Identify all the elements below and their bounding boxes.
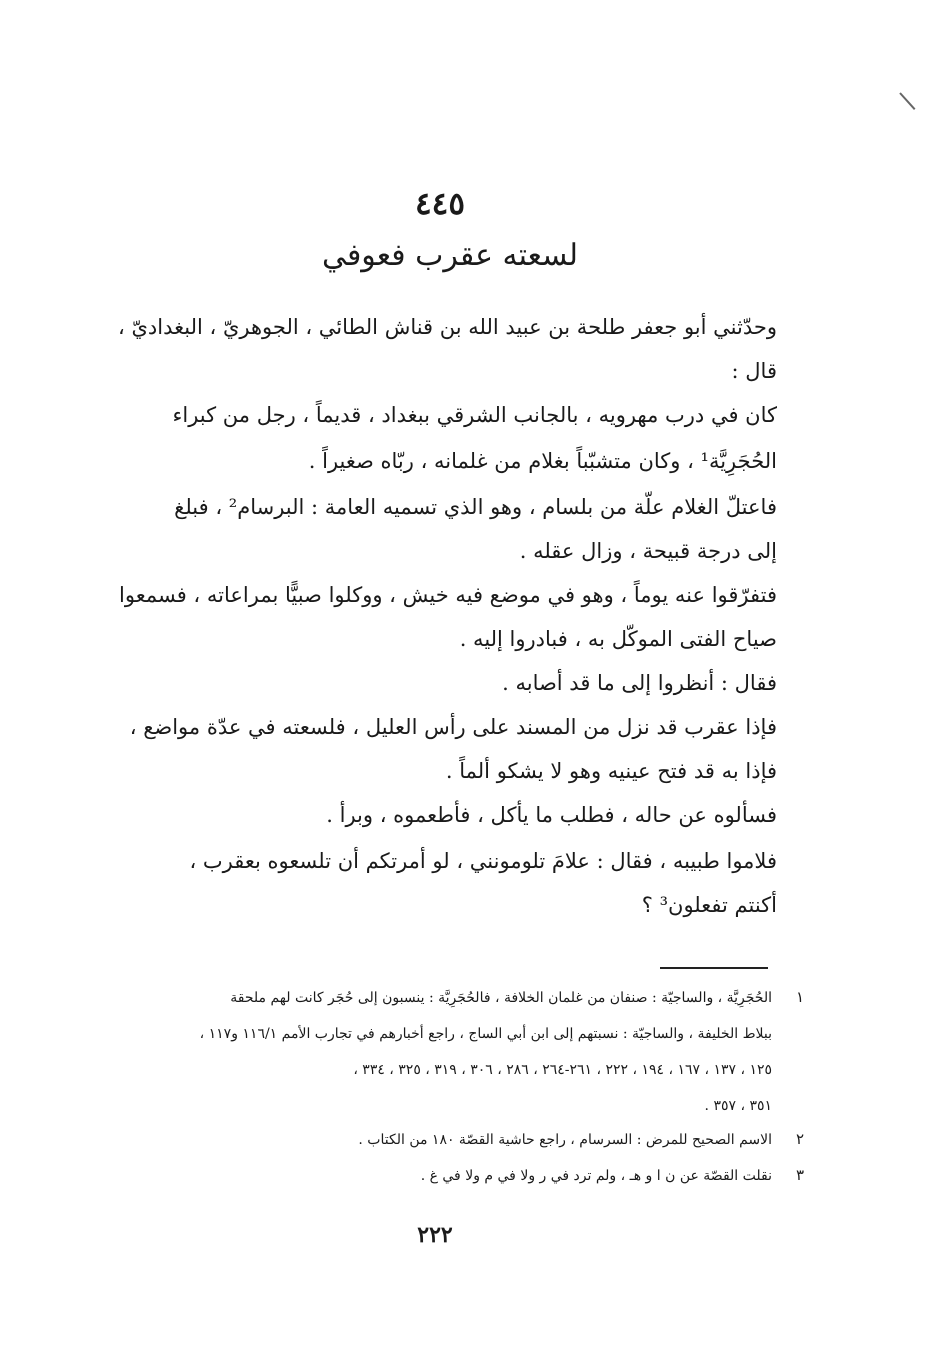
footnote-line: الاسم الصحيح للمرض : السرسام ، راجع حاشية القصّة ١٨٠ من الكتاب . bbox=[358, 1132, 772, 1148]
footnote-line: الحُجَرِيَّة ، والساجيّة : صنفان من غلمان الخلافة ، فالحُجَرِيَّة : ينسبون إلى حُجَر كانت لهم ملحقة bbox=[230, 990, 772, 1006]
body-line: الحُجَرِيَّة¹ ، وكان متشبّباً بغلام من غلمانه ، ربّاه صغيراً . bbox=[308, 449, 777, 473]
body-line: فسألوه عن حاله ، فطلب ما يأكل ، فأطعموه ، وبرأ . bbox=[326, 803, 777, 827]
page-number: ٢٢٢ bbox=[417, 1222, 453, 1248]
footnote-number: ١ bbox=[795, 988, 805, 1006]
scan-mark bbox=[899, 92, 915, 110]
body-line: فاعتلّ الغلام علّة من بلسام ، وهو الذي تسميه العامة : البرسام² ، فبلغ bbox=[174, 495, 777, 519]
body-line: كان في درب مهرويه ، بالجانب الشرقي ببغداد ، قديماً ، رجل من كبراء bbox=[172, 403, 777, 427]
footnote-number: ٣ bbox=[795, 1166, 805, 1184]
body-line: إلى درجة قبيحة ، وزال عقله . bbox=[519, 539, 777, 563]
footnote-line: ٣٥١ ، ٣٥٧ . bbox=[704, 1098, 772, 1114]
footnote-line: ١٢٥ ، ١٣٧ ، ١٦٧ ، ١٩٤ ، ٢٢٢ ، ٢٦١-٢٦٤ ، ٢٨٦ ، ٣٠٦ ، ٣١٩ ، ٣٢٥ ، ٣٣٤ ، bbox=[353, 1062, 772, 1078]
body-line: فإذا عقرب قد نزل من المسند على رأس العليل ، فلسعته في عدّة مواضع ، bbox=[129, 715, 777, 739]
footnote-line: ببلاط الخليفة ، والساجيّة : نسبتهم إلى ابن أبي الساج ، راجع أخبارهم في تجارب الأمم ١١٦/١ و١١٧ ، bbox=[199, 1026, 772, 1042]
body-line: فلاموا طبيبه ، فقال : علامَ تلومونني ، لو أمرتكم أن تلسعوه بعقرب ، bbox=[189, 849, 777, 873]
body-line: فتفرّقوا عنه يوماً ، وهو في موضع فيه خيش ، ووكلوا صبيًّا بمراعاته ، فسمعوا bbox=[119, 583, 777, 607]
body-line: وحدّثني أبو جعفر طلحة بن عبيد الله بن قناش الطائي ، الجوهريّ ، البغداديّ ، bbox=[118, 315, 777, 339]
story-title: لسعته عقرب فعوفي bbox=[321, 238, 579, 273]
body-line: فإذا به قد فتح عينيه وهو لا يشكو ألماً . bbox=[445, 759, 777, 783]
footnote-line: نقلت القصّة عن ن ا و هـ ، ولم ترد في ر ولا في م ولا في غ . bbox=[420, 1168, 772, 1184]
body-line: أكنتم تفعلون³ ؟ bbox=[641, 893, 777, 917]
body-line: صياح الفتى الموكّل به ، فبادروا إليه . bbox=[459, 627, 777, 651]
footnote-separator bbox=[660, 967, 768, 969]
footnote-number: ٢ bbox=[795, 1130, 805, 1148]
story-number: ٤٤٥ bbox=[415, 186, 465, 222]
body-line: فقال : أنظروا إلى ما قد أصابه . bbox=[502, 671, 777, 695]
body-line: قال : bbox=[731, 359, 777, 383]
